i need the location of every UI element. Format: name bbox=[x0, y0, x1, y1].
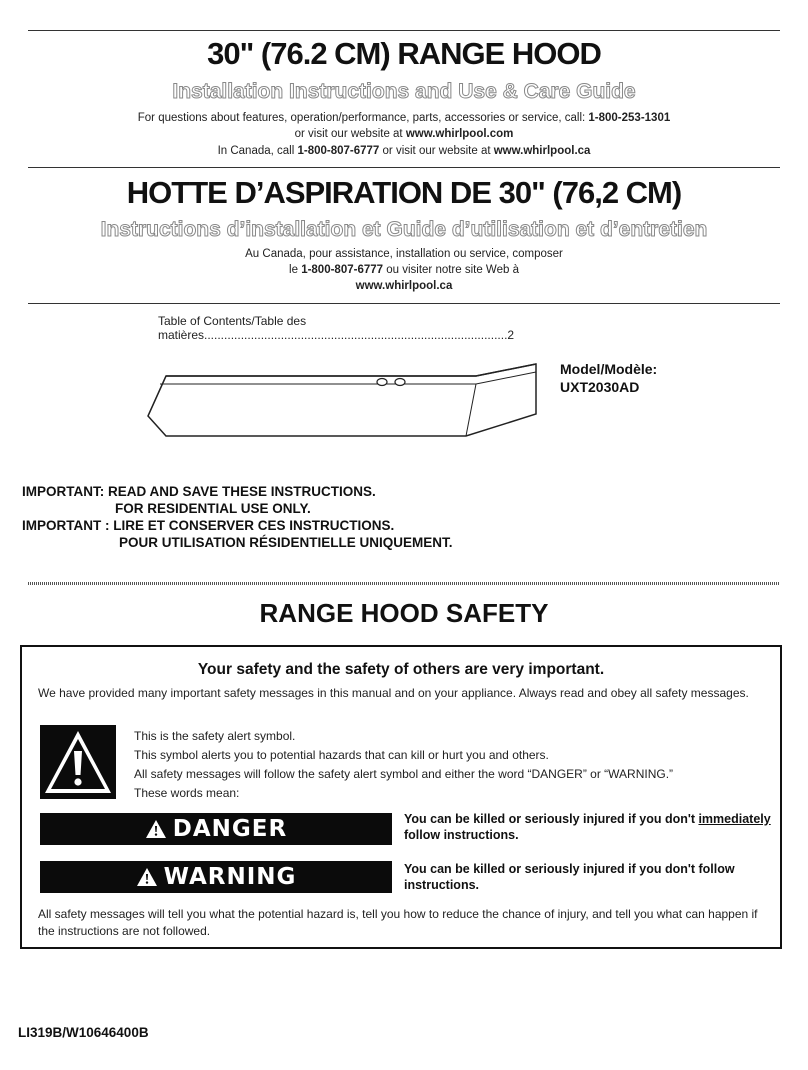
safety-closing: All safety messages will tell you what the potential hazard is, tell you how to reduce the chance of injury, and tell you what can happen if the instructions are not followed. bbox=[38, 907, 758, 938]
important-line-en: IMPORTANT: READ AND SAVE THESE INSTRUCTIONS. bbox=[22, 484, 376, 499]
subtitle-english: Installation Instructions and Use & Care Guide bbox=[172, 80, 636, 103]
contact-english-web-text: or visit our website at bbox=[294, 128, 406, 140]
safety-box bbox=[20, 645, 782, 949]
danger-text-post: follow instructions. bbox=[404, 828, 519, 842]
section-rule-2 bbox=[28, 303, 780, 304]
french-website: www.whirlpool.ca bbox=[355, 280, 453, 292]
safety-alert-icon bbox=[40, 725, 116, 799]
alert-line-4: These words mean: bbox=[134, 786, 240, 800]
residential-line-fr: POUR UTILISATION RÉSIDENTIELLE UNIQUEMENT. bbox=[119, 535, 453, 550]
danger-text-emphasis: immediately bbox=[698, 812, 771, 826]
important-line-fr: IMPORTANT : LIRE ET CONSERVER CES INSTRUCTIONS. bbox=[22, 518, 395, 533]
contact-canada-mid: or visit our website at bbox=[379, 145, 494, 157]
canada-phone: 1-800-807-6777 bbox=[297, 145, 380, 157]
model-info bbox=[560, 360, 657, 396]
canada-website: www.whirlpool.ca bbox=[493, 145, 591, 157]
residential-line-en: FOR RESIDENTIAL USE ONLY. bbox=[115, 501, 311, 516]
section-rule bbox=[28, 167, 780, 168]
warning-signal-bar bbox=[40, 861, 392, 893]
table-of-contents-entry[interactable] bbox=[158, 314, 658, 342]
top-rule bbox=[28, 30, 780, 31]
safety-box-heading: Your safety and the safety of others are very important. bbox=[197, 661, 605, 678]
toc-leader-dots: ........................................................................................... bbox=[204, 328, 508, 342]
contact-french-line2 bbox=[0, 262, 808, 278]
contact-english-line2 bbox=[0, 126, 808, 142]
alert-line-2: This symbol alerts you to potential hazards that can kill or hurt you and others. bbox=[134, 748, 549, 762]
model-label: Model/Modèle: bbox=[560, 361, 658, 377]
model-number: UXT2030AD bbox=[560, 379, 640, 395]
safety-heading: RANGE HOOD SAFETY bbox=[259, 598, 549, 628]
contact-french-line1: Au Canada, pour assistance, installation ou service, composer bbox=[245, 248, 563, 260]
contact-english bbox=[0, 110, 808, 142]
danger-signal-bar bbox=[40, 813, 392, 845]
warning-label: WARNING bbox=[163, 864, 297, 890]
alert-explanation bbox=[134, 727, 764, 803]
title-french: HOTTE D’ASPIRATION DE 30" (76,2 CM) bbox=[126, 175, 682, 210]
danger-text-pre: You can be killed or seriously injured if you don't bbox=[404, 812, 699, 826]
contact-french bbox=[0, 246, 808, 294]
important-notice bbox=[22, 483, 453, 551]
range-hood-illustration bbox=[146, 354, 546, 444]
alert-line-3: All safety messages will follow the safety alert symbol and either the word “DANGER” or “WARNING.” bbox=[134, 767, 674, 781]
us-phone: 1-800-253-1301 bbox=[588, 112, 671, 124]
danger-label: DANGER bbox=[172, 816, 288, 842]
alert-line-1: This is the safety alert symbol. bbox=[134, 729, 296, 743]
french-phone: 1-800-807-6777 bbox=[301, 264, 384, 276]
alert-triangle-icon bbox=[136, 867, 158, 887]
safety-intro: We have provided many important safety messages in this manual and on your appliance. Always read and obey all safety messages. bbox=[38, 686, 749, 700]
toc-label: Table of Contents/Table des matières bbox=[158, 314, 307, 342]
contact-english-line1 bbox=[0, 110, 808, 126]
warning-description: You can be killed or seriously injured if you don't follow instructions. bbox=[404, 862, 735, 892]
document-code: LI319B/W10646400B bbox=[18, 1025, 149, 1040]
toc-page-number: 2 bbox=[507, 328, 515, 342]
us-website: www.whirlpool.com bbox=[405, 128, 514, 140]
contact-english-text: For questions about features, operation/performance, parts, accessories or service, call: bbox=[137, 112, 589, 124]
contact-french-post: ou visiter notre site Web à bbox=[383, 264, 519, 276]
contact-canada-text: In Canada, call bbox=[217, 145, 298, 157]
dotted-divider bbox=[28, 582, 780, 585]
title-english: 30" (76.2 CM) RANGE HOOD bbox=[207, 36, 601, 71]
contact-canada bbox=[0, 143, 808, 159]
alert-triangle-icon bbox=[145, 819, 167, 839]
danger-description bbox=[404, 811, 774, 843]
contact-french-pre: le bbox=[289, 264, 302, 276]
subtitle-french: Instructions d’installation et Guide d’utilisation et d’entretien bbox=[100, 218, 708, 241]
